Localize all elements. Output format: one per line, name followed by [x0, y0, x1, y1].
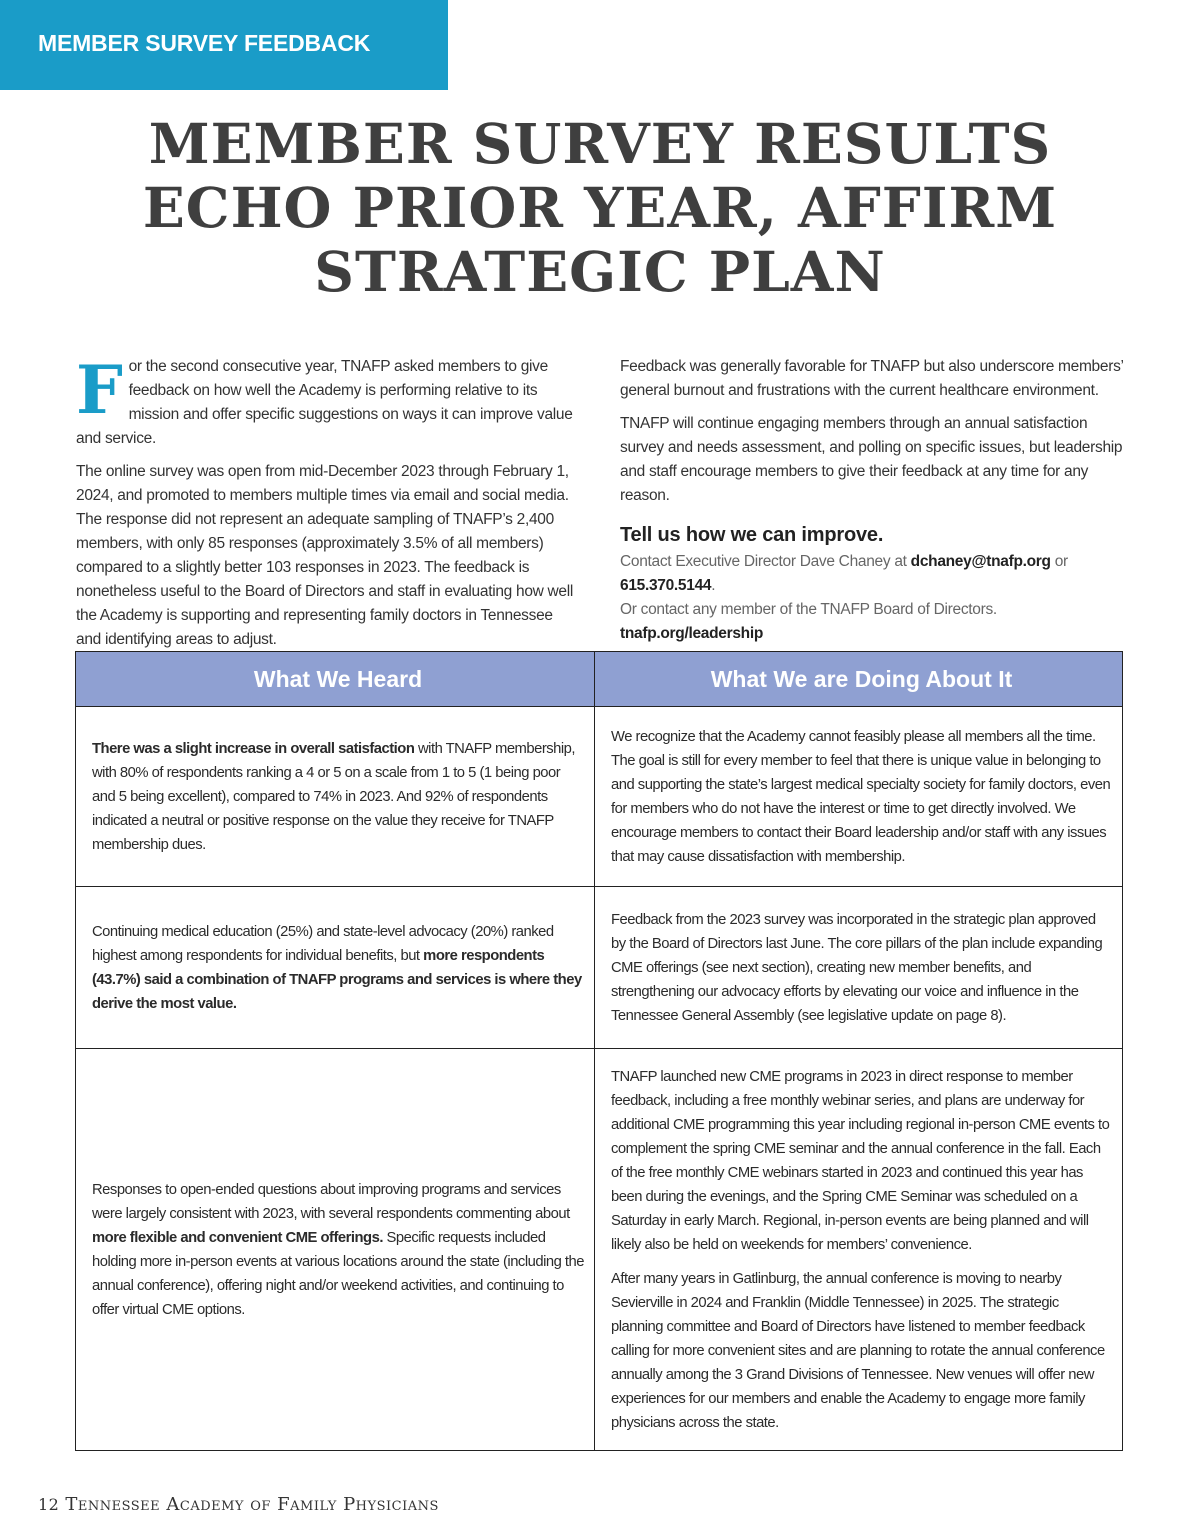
page-title	[0, 112, 1200, 304]
page-number: 12	[38, 1495, 60, 1514]
email-link[interactable]: dchaney@tnafp.org	[910, 553, 1051, 570]
publication-name: Tennessee Academy of Family Physicians	[65, 1494, 439, 1515]
doing-cell: TNAFP launched new CME programs in 2023 in direct response to member feedback, including a free monthly webinar series, and plans are underway for additional CME programming this year including regional in-person CME events to complement the spring CME seminar and the annual conference in the fall. Each of the free monthly CME webinars started in 2023 and continued this year has been during the evenings, and the Spring CME Seminar was scheduled on a Saturday in early March. Regional, in-person events are being planned and will likely also be held on weekends for members’ convenience. After many years in Gatlinburg, the annual conference is moving to nearby Sevierville in 2024 and Franklin (Middle Tennessee) in 2025. The strategic planning committee and Board of Directors have listened to member feedback calling for more convenient sites and are planning to rotate the annual conference annually among the 3 Grand Divisions of Tennessee. New venues will offer new experiences for our members and enable the Academy to engage more family physicians across the state.	[611, 1068, 1110, 1431]
intro-left-column	[76, 351, 581, 661]
doing-cell: Feedback from the 2023 survey was incorporated in the strategic plan approved by the Board of Directors last June. The core pillars of the plan include expanding CME offerings (see next section), creating new member benefits, and strengthening our advocacy efforts by elevating our voice and influence in the Tennessee General Assembly (see legislative update on page 8).	[611, 911, 1103, 1024]
table-row	[76, 1048, 1122, 1450]
title-line-2: ECHO PRIOR YEAR, AFFIRM	[142, 175, 1058, 240]
intro-paragraph-1: For the second consecutive year, TNAFP asked members to give feedback on how well the Academy is performing relative to its mission and offer specific suggestions on ways it can improve value and service.	[76, 351, 573, 447]
heard-cell: Continuing medical education (25%) and state-level advocacy (20%) ranked highest among respondents for individual benefits, but more respondents (43.7%) said a combination of TNAFP programs and services is where they derive the most value.	[76, 887, 595, 1048]
cta-contact: Contact Executive Director Dave Chaney at dchaney@tnafp.org or 615.370.5144. Or contact any member of the TNAFP Board of Directors. tnafp.org/leadership	[620, 553, 1068, 642]
table-row	[76, 886, 1122, 1048]
intro-paragraph-2: The online survey was open from mid-December 2023 through February 1, 2024, and promoted to members multiple times via email and social media. The response did not represent an adequate sampling of TNAFP’s 2,400 members, with only 85 responses (approximately 3.5% of all members) compared to a slightly better 103 responses in 2023. The feedback is nonetheless useful to the Board of Directors and staff in evaluating how well the Academy is supporting and representing family doctors in Tennessee and identifying areas to adjust.	[76, 463, 574, 648]
heard-cell: Responses to open-ended questions about improving programs and services were largely consistent with 2023, with several respondents commenting about more flexible and convenient CME offerings. Specific requests included holding more in-person events at various locations around the state (including the annual conference), offering night and/or weekend activities, and continuing to offer virtual CME options.	[76, 1049, 595, 1450]
title-line-1: MEMBER SURVEY RESULTS	[148, 111, 1052, 176]
title-line-3: STRATEGIC PLAN	[314, 239, 886, 304]
intro-paragraph-3: Feedback was generally favorable for TNAFP but also underscore members’ general burnout and frustrations with the current healthcare environment.	[620, 358, 1124, 399]
cta-heading: Tell us how we can improve.	[620, 524, 884, 546]
table-header-row	[76, 652, 1122, 706]
doing-cell: We recognize that the Academy cannot feasibly please all members all the time. The goal is still for every member to feel that there is unique value in belonging to and supporting the state’s largest medical specialty society for family doctors, even for members who do not have the interest or time to get directly involved. We encourage members to contact their Board leadership and/or staff with any issues that may cause dissatisfaction with membership.	[611, 728, 1111, 865]
drop-cap: F	[76, 351, 123, 429]
intro-paragraph-4: TNAFP will continue engaging members through an annual satisfaction survey and needs assessment, and polling on specific issues, but leadership and staff encourage members to give their feedback at any time for any reason.	[620, 415, 1123, 504]
header-what-we-heard: What We Heard	[76, 652, 595, 706]
section-tag: MEMBER SURVEY FEEDBACK	[0, 0, 448, 90]
page-footer	[38, 1494, 439, 1515]
table-row	[76, 706, 1122, 886]
header-what-we-are-doing: What We are Doing About It	[710, 665, 1013, 692]
phone-link[interactable]: 615.370.5144	[620, 577, 712, 594]
leadership-link[interactable]: tnafp.org/leadership	[620, 625, 763, 642]
intro-right-column	[620, 355, 1125, 646]
heard-cell: There was a slight increase in overall satisfaction with TNAFP membership, with 80% of respondents ranking a 4 or 5 on a scale from 1 to 5 (1 being poor and 5 being excellent), compared to 74% in 2023. And 92% of respondents indicated a neutral or positive response on the value they receive for TNAFP membership dues.	[76, 707, 595, 886]
feedback-table	[75, 651, 1123, 1451]
